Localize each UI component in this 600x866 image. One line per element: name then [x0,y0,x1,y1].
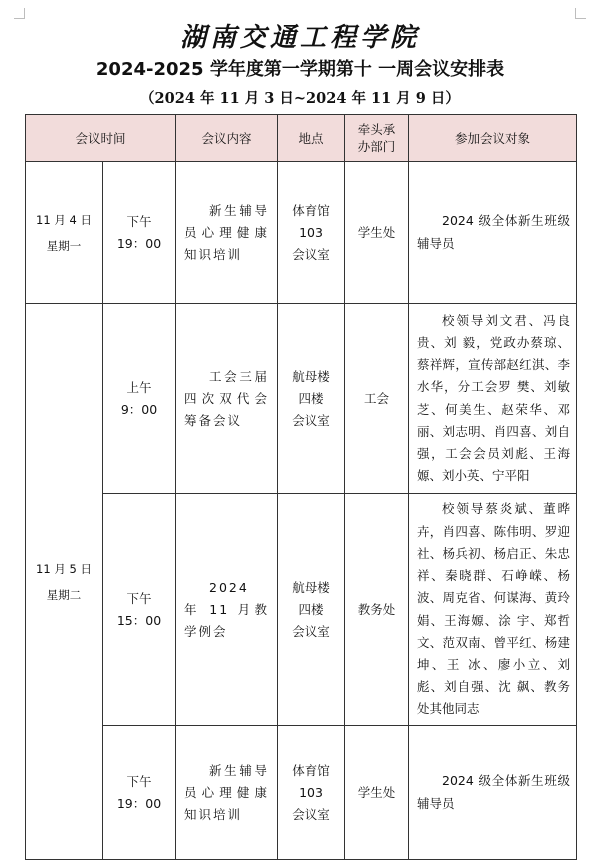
col-header-place: 地点 [278,115,345,162]
dept-cell: 教务处 [345,494,409,726]
place-cell: 体育馆 103 会议室 [278,726,345,860]
date-cell: 11 月 5 日 星期二 [26,304,103,860]
col-header-attendees: 参加会议对象 [409,115,577,162]
content-cell: 新生辅导员心理健康知识培训 [176,162,278,304]
time-cell: 下午 19：00 [103,162,176,304]
col-header-dept: 牵头承 办部门 [345,115,409,162]
content-cell: 新生辅导员心理健康知识培训 [176,726,278,860]
table-row [26,162,577,304]
content-cell: 工会三届四次双代会筹备会议 [176,304,278,494]
col-header-content: 会议内容 [176,115,278,162]
school-name: 湖南交通工程学院 [179,23,420,53]
dept-cell: 学生处 [345,162,409,304]
content-cell: 2024 年 11 月教学例会 [176,494,278,726]
meeting-schedule-table [25,114,577,860]
table-row [26,304,577,494]
table-row [26,726,577,860]
attendees-cell: 2024 级全体新生班级辅导员 [409,162,577,304]
place-cell: 体育馆 103 会议室 [278,162,345,304]
attendees-cell: 2024 级全体新生班级辅导员 [409,726,577,860]
dept-cell: 工会 [345,304,409,494]
table-row [26,494,577,726]
document-title: 2024-2025 学年度第一学期第十 一周会议安排表 [95,59,505,80]
time-cell: 上午 9：00 [103,304,176,494]
time-cell: 下午 15：00 [103,494,176,726]
place-cell: 航母楼 四楼 会议室 [278,304,345,494]
time-cell: 下午 19：00 [103,726,176,860]
place-cell: 航母楼 四楼 会议室 [278,494,345,726]
col-header-time: 会议时间 [26,115,176,162]
dept-cell: 学生处 [345,726,409,860]
table-header-row [26,115,577,162]
date-cell: 11 月 4 日 星期一 [26,162,103,304]
attendees-cell: 校领导刘文君、冯良贵、刘 毅，党政办蔡琼、蔡祥辉，宣传部赵红淇、李水华，分工会罗 樊、刘敏芝、何美生、赵荣华、邓 丽、刘志明、肖四喜、刘自强，工会会员刘彪、王海嫄、刘小英、宁平阳 [409,304,577,494]
date-range: （2024 年 11 月 3 日~2024 年 11 月 9 日） [140,90,460,107]
attendees-cell: 校领导蔡炎斌、董晔卉，肖四喜、陈伟明、罗迎社、杨兵初、杨启正、朱忠祥、秦晓群、石峥嵘、杨 波、周克省、何谋海、黄玲娟、王海嫄、涂 宇、郑哲文、范双南、曾平红、杨建坤、王 冰、廖小立、刘 彪、刘自强、沈 飙、教务处其他同志 [409,494,577,726]
